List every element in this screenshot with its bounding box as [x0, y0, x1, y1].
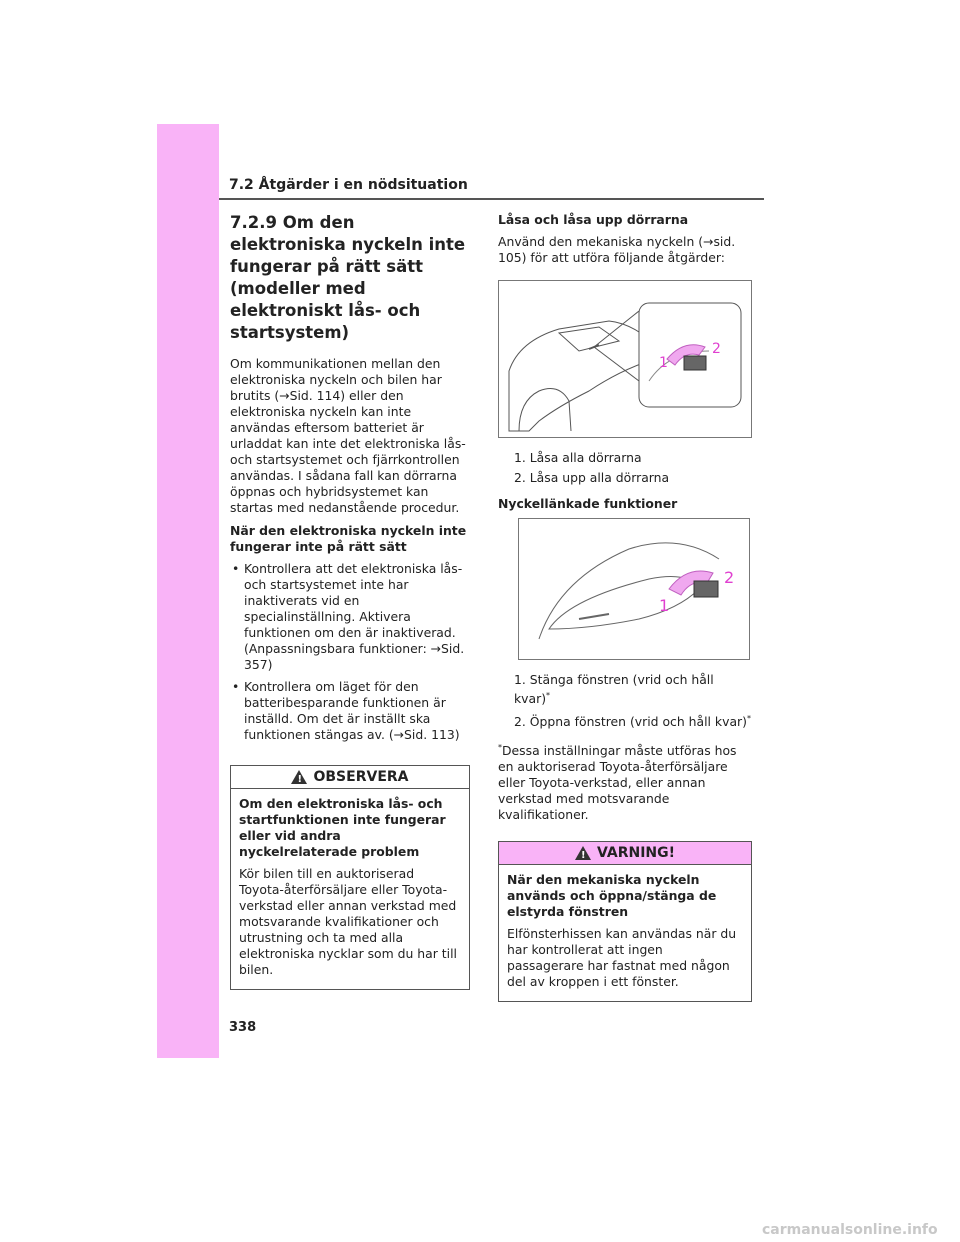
right-column	[498, 212, 752, 1002]
watermark: carmanualsonline.info	[762, 1222, 938, 1238]
page-number: 338	[229, 1020, 257, 1035]
list-item: • Kontrollera att det elektroniska lås- och startsystemet inte har inaktiverats vid en specialinställning. Aktivera funktionen om den är inaktiverad. (Anpassningsbara funktioner: →Sid. 357)	[230, 561, 470, 673]
notice-title: Om den elektroniska lås- och startfunktionen inte fungerar eller vid andra nyckelrelaterade problem	[239, 796, 446, 859]
warning-body	[499, 865, 751, 1001]
notice-body	[231, 789, 469, 989]
callout-1: 1	[659, 355, 668, 371]
intro-paragraph: Om kommunikationen mellan den elektroniska nyckeln och bilen har brutits (→Sid. 114) eller den elektroniska nyckeln kan inte användas eftersom batteriet är urladdat kan inte det elektroniska lås- och startsystemet och fjärrkontrollen användas. I sådana fall kan dörrarna öppnas och hybridsystemet kan startas med nedanstående procedur.	[230, 356, 466, 515]
warning-triangle-icon	[291, 770, 307, 784]
step-item: 1. Låsa alla dörrarna	[514, 450, 642, 465]
lock-steps	[498, 450, 752, 486]
header-rule	[219, 198, 764, 200]
lock-unlock-title: Låsa och låsa upp dörrarna	[498, 212, 689, 227]
lock-unlock-intro: Använd den mekaniska nyckeln (→sid. 105) för att utföra följande åtgärder:	[498, 234, 736, 265]
footnote-marker: *	[546, 691, 551, 700]
footnote: *Dessa inställningar måste utföras hos en auktoriserad Toyota-återförsäljare eller Toyota-verkstad, eller annan verkstad med motsvarande kvalifikationer.	[498, 743, 737, 823]
section-title: 7.2.9 Om den elektroniska nyckeln inte fungerar på rätt sätt (modeller med elektroniskt lås- och startsystem)	[230, 213, 466, 342]
door-handle-illustration	[519, 519, 749, 659]
footnote-marker: *	[746, 714, 751, 724]
warning-title: När den mekaniska nyckeln används och öppna/stänga de elstyrda fönstren	[507, 872, 717, 920]
notice-label: OBSERVERA	[313, 769, 409, 785]
warning-triangle-icon	[575, 846, 591, 860]
warning-box	[498, 841, 752, 1002]
section-header: 7.2 Åtgärder i en nödsituation	[229, 177, 468, 193]
figure-door-handle	[518, 518, 750, 660]
list-item: • Kontrollera om läget för den batteribesparande funktionen är inställd. Om det är inställt ska funktionen stängas av. (→Sid. 113)	[230, 679, 470, 743]
linked-functions-title: Nyckellänkade funktioner	[498, 496, 678, 511]
check-list	[230, 561, 470, 743]
callout-2: 2	[724, 568, 735, 587]
callout-1: 1	[659, 596, 670, 615]
warning-text: Elfönsterhissen kan användas när du har kontrollerat att ingen passagerare har fastnat med någon del av kroppen i ett fönster.	[507, 926, 737, 990]
step-item: 1. Stänga fönstren (vrid och håll kvar)*	[514, 672, 714, 707]
subheading-malfunction: När den elektroniska nyckeln inte fungerar inte på rätt sätt	[230, 523, 467, 554]
step-item: 2. Öppna fönstren (vrid och håll kvar)*	[514, 714, 751, 730]
figure-door-key	[498, 280, 752, 438]
notice-header	[231, 766, 469, 789]
notice-text: Kör bilen till en auktoriserad Toyota-återförsäljare eller Toyota-verkstad eller annan verkstad med motsvarande kvalifikationer och utrustning och ta med alla elektroniska nycklar som du har till bilen.	[239, 866, 457, 977]
linked-steps	[498, 672, 752, 730]
car-door-key-illustration	[499, 281, 751, 437]
warning-label: VARNING!	[596, 845, 676, 862]
notice-box	[230, 765, 470, 990]
callout-2: 2	[712, 341, 721, 357]
chapter-sidebar-strip	[157, 124, 219, 1058]
step-item: 2. Låsa upp alla dörrarna	[514, 470, 670, 485]
warning-header	[499, 842, 751, 865]
left-column	[230, 212, 470, 990]
